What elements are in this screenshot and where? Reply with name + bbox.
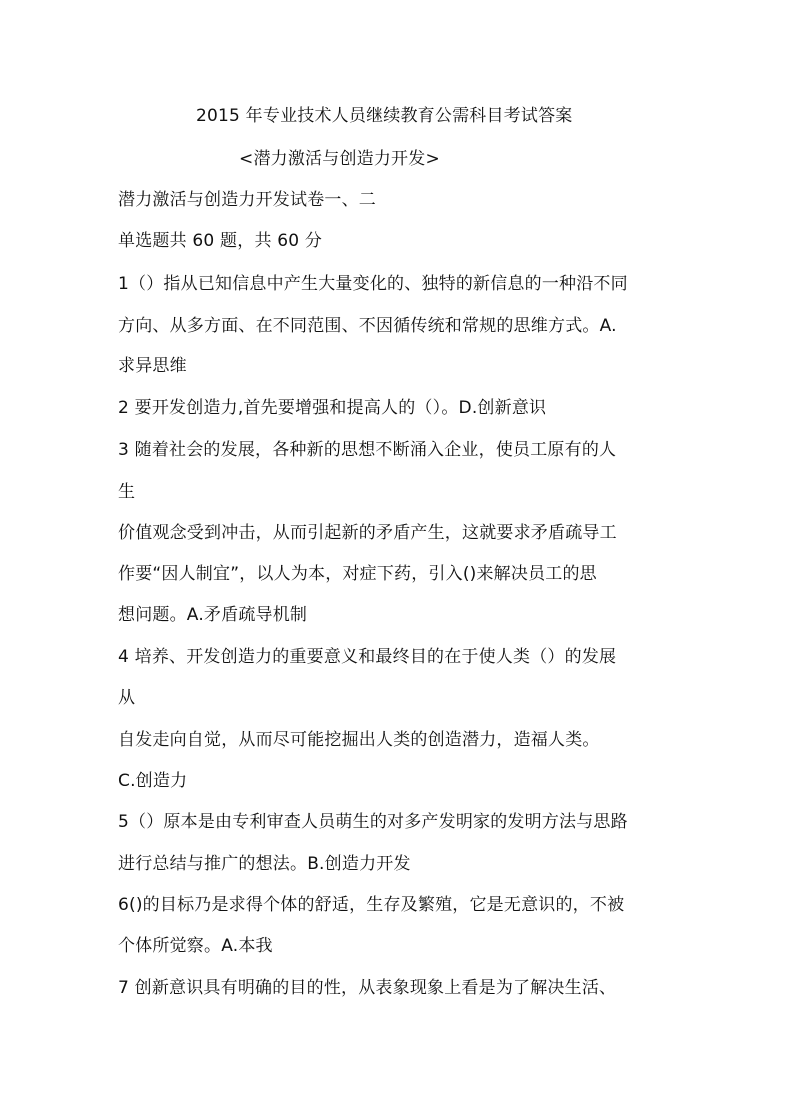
- text-line: 进行总结与推广的想法。B.创造力开发: [118, 854, 411, 874]
- document-subtitle: <潜力激活与创造力开发>: [239, 149, 440, 169]
- text-line: 作要“因人制宜”，以人为本，对症下药，引入()来解决员工的思: [118, 564, 597, 584]
- text-line: 方向、从多方面、在不同范围、不因循传统和常规的思维方式。A.: [118, 316, 617, 336]
- text-line: 价值观念受到冲击，从而引起新的矛盾产生，这就要求矛盾疏导工: [118, 523, 617, 543]
- text-line: 1（）指从已知信息中产生大量变化的、独特的新信息的一种沿不同: [118, 274, 628, 294]
- section-heading: 潜力激活与创造力开发试卷一、二: [118, 190, 376, 210]
- question-summary: 单选题共 60 题，共 60 分: [118, 231, 323, 251]
- text-line: 3 随着社会的发展，各种新的思想不断涌入企业，使员工原有的人: [118, 440, 617, 460]
- text-line: 个体所觉察。A.本我: [118, 936, 273, 956]
- text-line: C.创造力: [118, 771, 188, 791]
- document-title: 2015 年专业技术人员继续教育公需科目考试答案: [196, 106, 573, 126]
- text-line: 生: [118, 482, 136, 502]
- text-line: 4 培养、开发创造力的重要意义和最终目的在于使人类（）的发展: [118, 647, 617, 667]
- text-line: 想问题。A.矛盾疏导机制: [118, 605, 308, 625]
- text-line: 5（）原本是由专利审查人员萌生的对多产发明家的发明方法与思路: [118, 812, 628, 832]
- text-line: 2 要开发创造力,首先要增强和提高人的（）。D.创新意识: [118, 398, 547, 418]
- text-line: 6()的目标乃是求得个体的舒适，生存及繁殖，它是无意识的，不被: [118, 895, 625, 915]
- text-line: 7 创新意识具有明确的目的性，从表象现象上看是为了解决生活、: [118, 978, 617, 998]
- text-line: 自发走向自觉，从而尽可能挖掘出人类的创造潜力，造福人类。: [118, 730, 600, 750]
- text-line: 从: [118, 688, 136, 708]
- text-line: 求异思维: [118, 356, 187, 376]
